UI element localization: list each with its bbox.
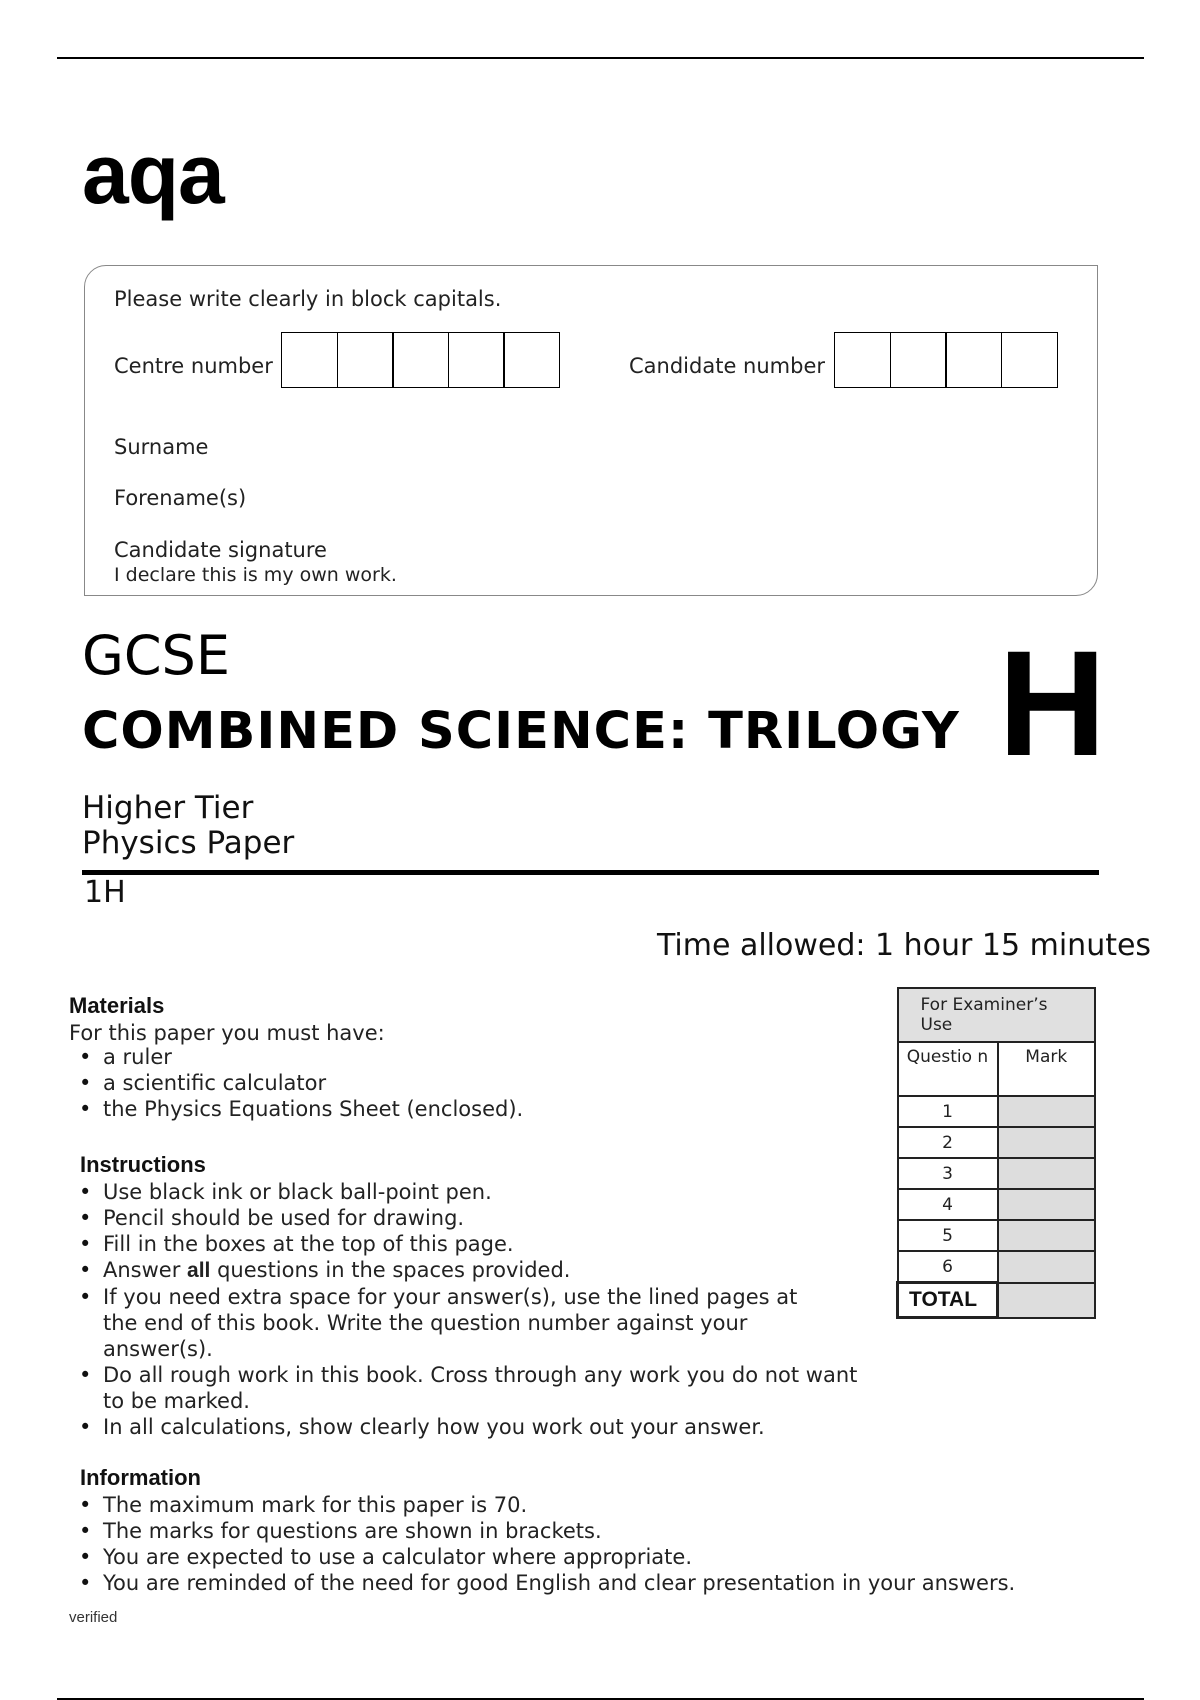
qualification-title: GCSE	[82, 624, 230, 687]
centre-number-box[interactable]	[337, 332, 394, 388]
examiner-table-header: For Examiner’s Use	[898, 988, 1096, 1042]
list-item: • Do all rough work in this book. Cross through any work you do not want to be marked.	[69, 1362, 863, 1414]
centre-number-box[interactable]	[392, 332, 449, 388]
list-item	[69, 1257, 869, 1284]
aqa-logo: aqa	[82, 127, 224, 221]
candidate-number-box[interactable]	[834, 332, 891, 388]
instructions-list	[69, 1179, 869, 1440]
mark-cell	[998, 1096, 1096, 1127]
question-number: 4	[898, 1189, 998, 1220]
mark-cell	[998, 1158, 1096, 1189]
centre-number-boxes	[281, 332, 559, 388]
question-number: 1	[898, 1096, 998, 1127]
information-list	[69, 1492, 1129, 1596]
signature-label: Candidate signature	[114, 538, 327, 562]
block-capitals-instruction: Please write clearly in block capitals.	[114, 287, 502, 311]
centre-number-box[interactable]	[503, 332, 560, 388]
list-item: • Fill in the boxes at the top of this page.	[69, 1231, 869, 1257]
mark-cell	[998, 1220, 1096, 1251]
materials-intro: For this paper you must have:	[69, 1021, 385, 1045]
candidate-number-label: Candidate number	[629, 354, 825, 378]
question-column-header: Questio n	[898, 1042, 998, 1096]
tier-name: Higher Tier	[82, 790, 254, 826]
candidate-number-box[interactable]	[890, 332, 947, 388]
question-number: 6	[898, 1251, 998, 1283]
candidate-number-box[interactable]	[1001, 332, 1058, 388]
candidate-number-boxes	[834, 332, 1056, 388]
list-item: • You are reminded of the need for good English and clear presentation in your answers.	[69, 1570, 1129, 1596]
paper-code: 1H	[84, 875, 126, 910]
list-item: • the Physics Equations Sheet (enclosed).	[69, 1096, 769, 1122]
list-item: • You are expected to use a calculator where appropriate.	[69, 1544, 1129, 1570]
surname-label: Surname	[114, 435, 209, 459]
declaration-text: I declare this is my own work.	[114, 564, 397, 586]
verified-note: verified	[69, 1609, 118, 1626]
list-item: • Pencil should be used for drawing.	[69, 1205, 869, 1231]
candidate-number-box[interactable]	[945, 332, 1002, 388]
paper-name: Physics Paper	[82, 825, 295, 861]
all-emphasis: all	[187, 1259, 211, 1282]
question-number: 5	[898, 1220, 998, 1251]
centre-number-box[interactable]	[448, 332, 505, 388]
materials-heading: Materials	[69, 993, 165, 1018]
question-number: 2	[898, 1127, 998, 1158]
questions-text: questions in the spaces provided.	[210, 1258, 571, 1282]
total-mark-cell	[998, 1283, 1096, 1318]
question-number: 3	[898, 1158, 998, 1189]
instructions-heading: Instructions	[80, 1152, 206, 1177]
information-heading: Information	[80, 1465, 201, 1490]
time-allowed: Time allowed: 1 hour 15 minutes	[657, 928, 1152, 963]
subject-title: COMBINED SCIENCE: TRILOGY	[82, 702, 960, 761]
mark-cell	[998, 1251, 1096, 1283]
list-item: • The marks for questions are shown in brackets.	[69, 1518, 1129, 1544]
list-item: • The maximum mark for this paper is 70.	[69, 1492, 1129, 1518]
mark-column-header: Mark	[998, 1042, 1096, 1096]
centre-number-label: Centre number	[114, 354, 273, 378]
mark-cell	[998, 1189, 1096, 1220]
list-item: • In all calculations, show clearly how you work out your answer.	[69, 1414, 869, 1440]
list-item: • Use black ink or black ball-point pen.	[69, 1179, 869, 1205]
title-divider	[82, 870, 1099, 875]
list-item: • a scientific calculator	[69, 1070, 769, 1096]
forenames-label: Forename(s)	[114, 486, 247, 510]
answer-label: Answer	[103, 1258, 188, 1282]
list-item: • If you need extra space for your answer(s), use the lined pages at the end of this book. Write the question number against your answer(s).	[69, 1284, 833, 1362]
list-item: • a ruler	[69, 1044, 769, 1070]
examiner-use-table	[896, 987, 1096, 1319]
tier-letter: H	[998, 619, 1107, 787]
mark-cell	[998, 1127, 1096, 1158]
materials-list	[69, 1044, 769, 1122]
top-rule	[57, 57, 1144, 59]
total-label: TOTAL	[898, 1283, 998, 1318]
centre-number-box[interactable]	[281, 332, 338, 388]
